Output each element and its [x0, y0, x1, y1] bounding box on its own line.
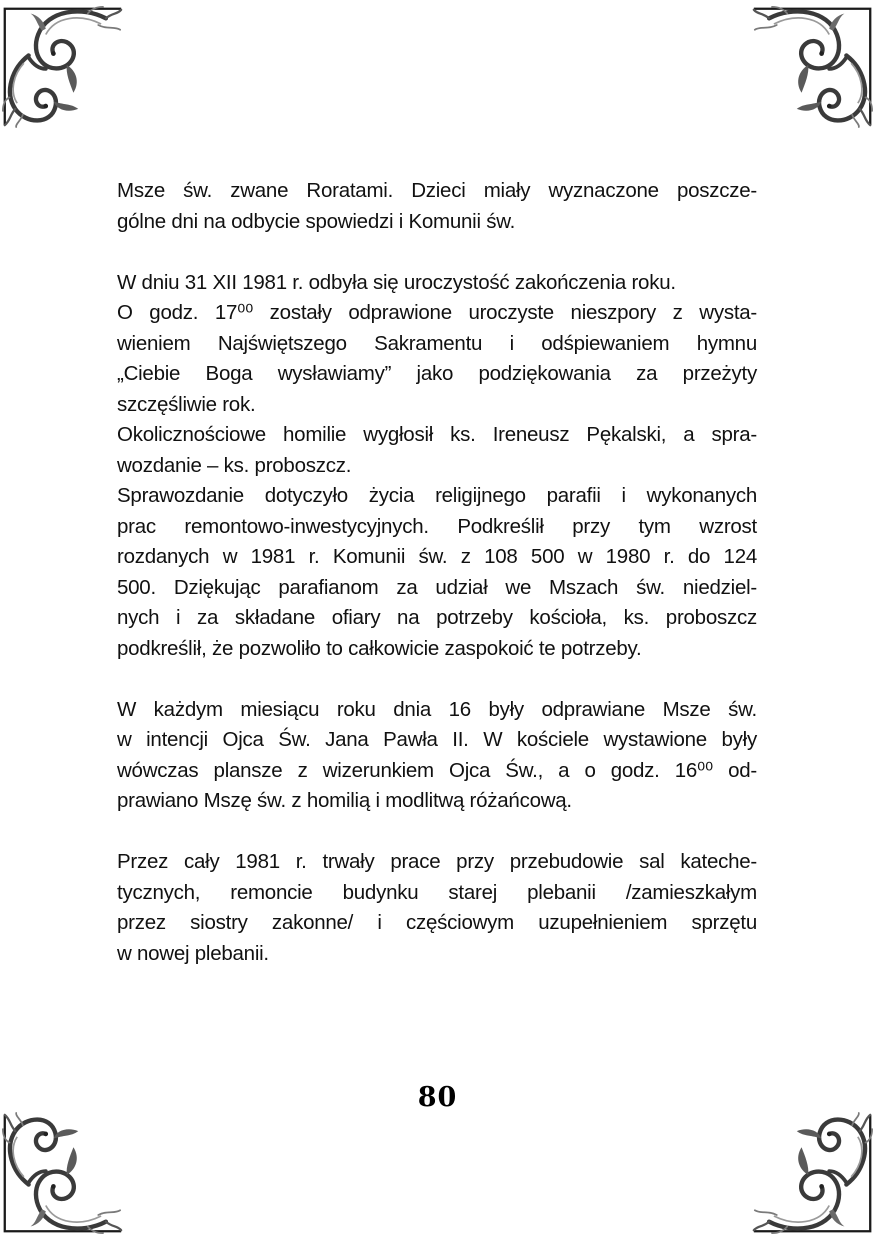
text-line: prawiano Mszę św. z homilią i modlitwą różańcową.	[117, 789, 572, 812]
text-line: W dniu 31 XII 1981 r. odbyła się uroczystość zakończenia roku.	[117, 270, 676, 294]
text-line: Przez cały 1981 r. trwały prace przy przebudowie sal kateche-	[117, 850, 757, 873]
text-line: W każdym miesiącu roku dnia 16 były odprawiane Msze św.	[117, 697, 757, 721]
text-line: nych i za składane ofiary na potrzeby kościoła, ks. proboszcz	[117, 606, 757, 629]
text-line: w intencji Ojca Św. Jana Pawła II. W kościele wystawione były	[117, 728, 757, 751]
paragraph	[117, 695, 757, 817]
text-line: w nowej plebanii.	[117, 941, 269, 965]
text-line: podkreślił, że pozwoliło to całkowicie zaspokoić te potrzeby.	[117, 636, 642, 660]
text-line: wówczas plansze z wizerunkiem Ojca Św., a o godz. 16⁰⁰ od-	[117, 758, 757, 782]
text-line: „Ciebie Boga wysławiamy” jako podziękowania za przeżyty	[117, 362, 757, 385]
text-line: gólne dni na odbycie spowiedzi i Komunii św.	[117, 209, 516, 233]
paragraph	[117, 176, 757, 237]
text-line: wieniem Najświętszego Sakramentu i odśpiewaniem hymnu	[117, 331, 757, 355]
page-number: 80	[417, 1082, 458, 1113]
corner-flourish-bottom-right-icon	[751, 1108, 875, 1240]
text-line: prac remontowo-inwestycyjnych. Podkreślił przy tym wzrost	[117, 514, 757, 538]
corner-flourish-top-right-icon	[751, 0, 875, 132]
text-line: rozdanych w 1981 r. Komunii św. z 108 500 w 1980 r. do 124	[117, 545, 757, 568]
text-line: Okolicznościowe homilie wygłosił ks. Ireneusz Pękalski, a spra-	[117, 423, 757, 446]
paragraph	[117, 268, 757, 665]
text-line: przez siostry zakonne/ i częściowym uzupełnieniem sprzętu	[117, 911, 757, 934]
corner-flourish-bottom-left-icon	[0, 1108, 124, 1240]
text-line: szczęśliwie rok.	[117, 392, 256, 416]
text-line: 500. Dziękując parafianom za udział we Mszach św. niedziel-	[117, 575, 757, 599]
text-line: O godz. 17⁰⁰ zostały odprawione uroczyste nieszpory z wysta-	[117, 301, 757, 324]
text-line: Msze św. zwane Roratami. Dzieci miały wyznaczone poszcze-	[117, 179, 757, 202]
corner-flourish-top-left-icon	[0, 0, 124, 132]
text-body	[117, 176, 757, 969]
text-line: tycznych, remoncie budynku starej plebanii /zamieszkałym	[117, 880, 757, 904]
paragraph	[117, 847, 757, 969]
text-line: Sprawozdanie dotyczyło życia religijnego parafii i wykonanych	[117, 484, 757, 507]
text-line: wozdanie – ks. proboszcz.	[117, 453, 352, 477]
